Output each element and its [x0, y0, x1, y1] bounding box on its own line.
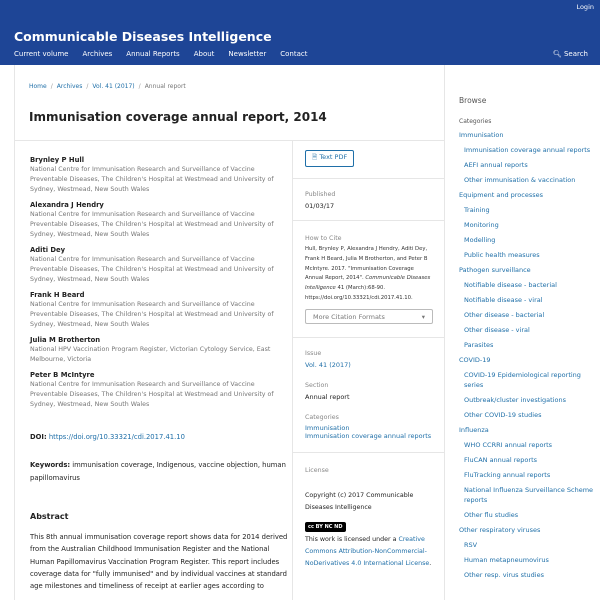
- browse-heading: Browse: [459, 96, 487, 105]
- site-header: [0, 0, 600, 65]
- article-details: [292, 140, 445, 600]
- pdf-label: Text PDF: [319, 153, 348, 161]
- sidebar-category-link[interactable]: Other COVID-19 studies: [464, 411, 542, 419]
- section-label: Section: [305, 381, 329, 389]
- doi: [30, 433, 293, 441]
- text-pdf-button[interactable]: [305, 150, 354, 167]
- nav-item[interactable]: Archives: [82, 50, 113, 58]
- sidebar-category-link[interactable]: Parasites: [464, 341, 494, 349]
- issue-link[interactable]: Vol. 41 (2017): [305, 360, 351, 369]
- caret-down-icon: ▾: [421, 312, 425, 321]
- author: [30, 245, 293, 285]
- search-button[interactable]: [553, 50, 588, 58]
- sidebar-category-link[interactable]: FluCAN annual reports: [464, 456, 538, 464]
- sidebar-category-link[interactable]: Influenza: [459, 426, 489, 434]
- sidebar-category-link[interactable]: Human metapneumovirus: [464, 556, 549, 564]
- license-link[interactable]: Creative Commons Attribution-NonCommercial-NoDerivatives 4.0 International License: [305, 535, 430, 567]
- doi-link[interactable]: https://doi.org/10.33321/cdi.2017.41.10: [48, 433, 185, 441]
- sidebar-category-link[interactable]: Other flu studies: [464, 511, 519, 519]
- doi-label: DOI:: [30, 433, 47, 441]
- sidebar-category-link[interactable]: COVID-19 Epidemiological reporting series: [464, 371, 581, 389]
- sidebar-category-link[interactable]: Immunisation coverage annual reports: [464, 146, 591, 154]
- author-name: Peter B McIntyre: [30, 371, 95, 379]
- sidebar-category-link[interactable]: Other disease - viral: [464, 326, 530, 334]
- nav-item[interactable]: Annual Reports: [126, 50, 180, 58]
- citation-formats-dropdown[interactable]: [305, 309, 433, 324]
- cc-license-badge[interactable]: cc BY NC ND: [305, 522, 346, 532]
- author-name: Julia M Brotherton: [30, 336, 101, 344]
- sidebar-category-link[interactable]: Immunisation: [459, 131, 504, 139]
- nav-item[interactable]: Contact: [280, 50, 308, 58]
- author: [30, 200, 293, 240]
- sidebar-category-link[interactable]: WHO CCRRI annual reports: [464, 441, 553, 449]
- author-name: Aditi Dey: [30, 246, 66, 254]
- published-date: 01/03/17: [305, 202, 335, 210]
- author-name: Brynley P Hull: [30, 156, 85, 164]
- author: [30, 370, 293, 410]
- sidebar-category-link[interactable]: Other resp. virus studies: [464, 571, 544, 579]
- categories-label: Categories: [305, 413, 339, 421]
- breadcrumb-archives[interactable]: Archives: [56, 83, 83, 90]
- abstract-heading: Abstract: [30, 512, 69, 521]
- license-label: License: [305, 466, 329, 474]
- sidebar-category-link[interactable]: Public health measures: [464, 251, 540, 259]
- sidebar-category-link[interactable]: Other immunisation & vaccination: [464, 176, 576, 184]
- author-affiliation: National HPV Vaccination Program Register, Victorian Cytology Service, East Melbourne, Victoria: [30, 346, 271, 363]
- login-link[interactable]: Login: [576, 3, 594, 11]
- license-text: This work is licensed under a Creative Commons Attribution-NonCommercial-NoDerivatives 4.0 International License.: [305, 535, 432, 567]
- sidebar-category-link[interactable]: FluTracking annual reports: [464, 471, 551, 479]
- breadcrumb-volume[interactable]: Vol. 41 (2017): [92, 83, 135, 90]
- dropdown-label: More Citation Formats: [313, 312, 385, 321]
- author-affiliation: National Centre for Immunisation Research and Surveillance of Vaccine Preventable Diseases, The Children's Hospital at Westmead and University of Sydney, Westmead, New South Wales: [30, 301, 274, 328]
- sidebar-category-link[interactable]: Equipment and processes: [459, 191, 544, 199]
- author-affiliation: National Centre for Immunisation Research and Surveillance of Vaccine Preventable Diseases, The Children's Hospital at Westmead and University of Sydney, Westmead, New South Wales: [30, 381, 274, 408]
- issue-label: Issue: [305, 349, 322, 357]
- nav-item[interactable]: Current volume: [14, 50, 69, 58]
- sidebar-category-link[interactable]: Other respiratory viruses: [459, 526, 541, 534]
- author: [30, 155, 293, 195]
- author: [30, 335, 293, 365]
- published-label: Published: [305, 191, 336, 198]
- breadcrumb-home[interactable]: Home: [29, 83, 47, 90]
- author: [30, 290, 293, 330]
- cite-label: How to Cite: [305, 235, 342, 242]
- categories-heading: Categories: [459, 118, 492, 125]
- breadcrumb-current: Annual report: [144, 83, 186, 90]
- sidebar-category-link[interactable]: Outbreak/cluster investigations: [464, 396, 567, 404]
- category-link[interactable]: Immunisation coverage annual reports: [305, 431, 432, 440]
- keywords-value: immunisation coverage, Indigenous, vaccine objection, human papillomavirus: [30, 461, 286, 482]
- author-name: Alexandra J Hendry: [30, 201, 104, 209]
- author-affiliation: National Centre for Immunisation Research and Surveillance of Vaccine Preventable Diseases, The Children's Hospital at Westmead and University of Sydney, Westmead, New South Wales: [30, 166, 274, 193]
- keywords-label: Keywords:: [30, 461, 71, 469]
- site-title[interactable]: Communicable Diseases Intelligence: [14, 29, 272, 44]
- category-link[interactable]: Immunisation: [305, 423, 350, 432]
- sidebar-category-link[interactable]: Training: [464, 206, 490, 214]
- sidebar-category-link[interactable]: RSV: [464, 541, 478, 549]
- abstract-text: This 8th annual immunisation coverage report shows data for 2014 derived from the Australian Childhood Immunisation Register and the National Human Papillomavirus Vaccination Program Register. This report includes coverage data for "fully immunised" and by individual vaccines at standard age milestones and timeliness of receipt at earlier ages according to: [30, 533, 288, 591]
- sidebar-category-link[interactable]: Notifiable disease - bacterial: [464, 281, 557, 289]
- author-affiliation: National Centre for Immunisation Research and Surveillance of Vaccine Preventable Diseases, The Children's Hospital at Westmead and University of Sydney, Westmead, New South Wales: [30, 211, 274, 238]
- section-value: Annual report: [305, 392, 350, 401]
- sidebar-category-link[interactable]: Modelling: [464, 236, 496, 244]
- nav-item[interactable]: Newsletter: [228, 50, 267, 58]
- author-affiliation: National Centre for Immunisation Research and Surveillance of Vaccine Preventable Diseases, The Children's Hospital at Westmead and University of Sydney, Westmead, New South Wales: [30, 256, 274, 283]
- copyright: Copyright (c) 2017 Communicable Diseases Intelligence: [305, 491, 414, 511]
- sidebar-category-link[interactable]: COVID-19: [459, 356, 491, 364]
- nav-item[interactable]: About: [193, 50, 215, 58]
- sidebar-category-link[interactable]: Monitoring: [464, 221, 499, 229]
- file-icon: 🗎︎: [312, 153, 318, 161]
- citation: Hull, Brynley P, Alexandra J Hendry, Aditi Dey, Frank H Beard, Julia M Brotherton, and Peter B McIntyre. 2017. "Immunisation Coverage Annual Report, 2014". Communicable Diseases Intelligence 41 (March):68-90. https://doi.org/10.33321/cdi.2017.41.10.: [305, 246, 431, 301]
- author-name: Frank H Beard: [30, 291, 85, 299]
- sidebar-category-link[interactable]: Other disease - bacterial: [464, 311, 545, 319]
- search-label: Search: [563, 50, 588, 58]
- main-content: [14, 65, 445, 600]
- keywords: [30, 459, 293, 484]
- breadcrumb: Home / Archives / Vol. 41 (2017) / Annual report: [29, 83, 186, 90]
- sidebar-category-link[interactable]: Pathogen surveillance: [459, 266, 531, 274]
- sidebar: [445, 65, 600, 600]
- sidebar-category-link[interactable]: National Influenza Surveillance Scheme reports: [464, 486, 594, 504]
- author-list: [30, 155, 293, 410]
- main-nav: [14, 50, 308, 58]
- sidebar-category-link[interactable]: Notifiable disease - viral: [464, 296, 543, 304]
- search-icon: 🔍︎: [552, 50, 562, 58]
- sidebar-category-link[interactable]: AEFI annual reports: [464, 161, 528, 169]
- article-main: [30, 155, 293, 592]
- page-title: Immunisation coverage annual report, 2014: [29, 110, 327, 124]
